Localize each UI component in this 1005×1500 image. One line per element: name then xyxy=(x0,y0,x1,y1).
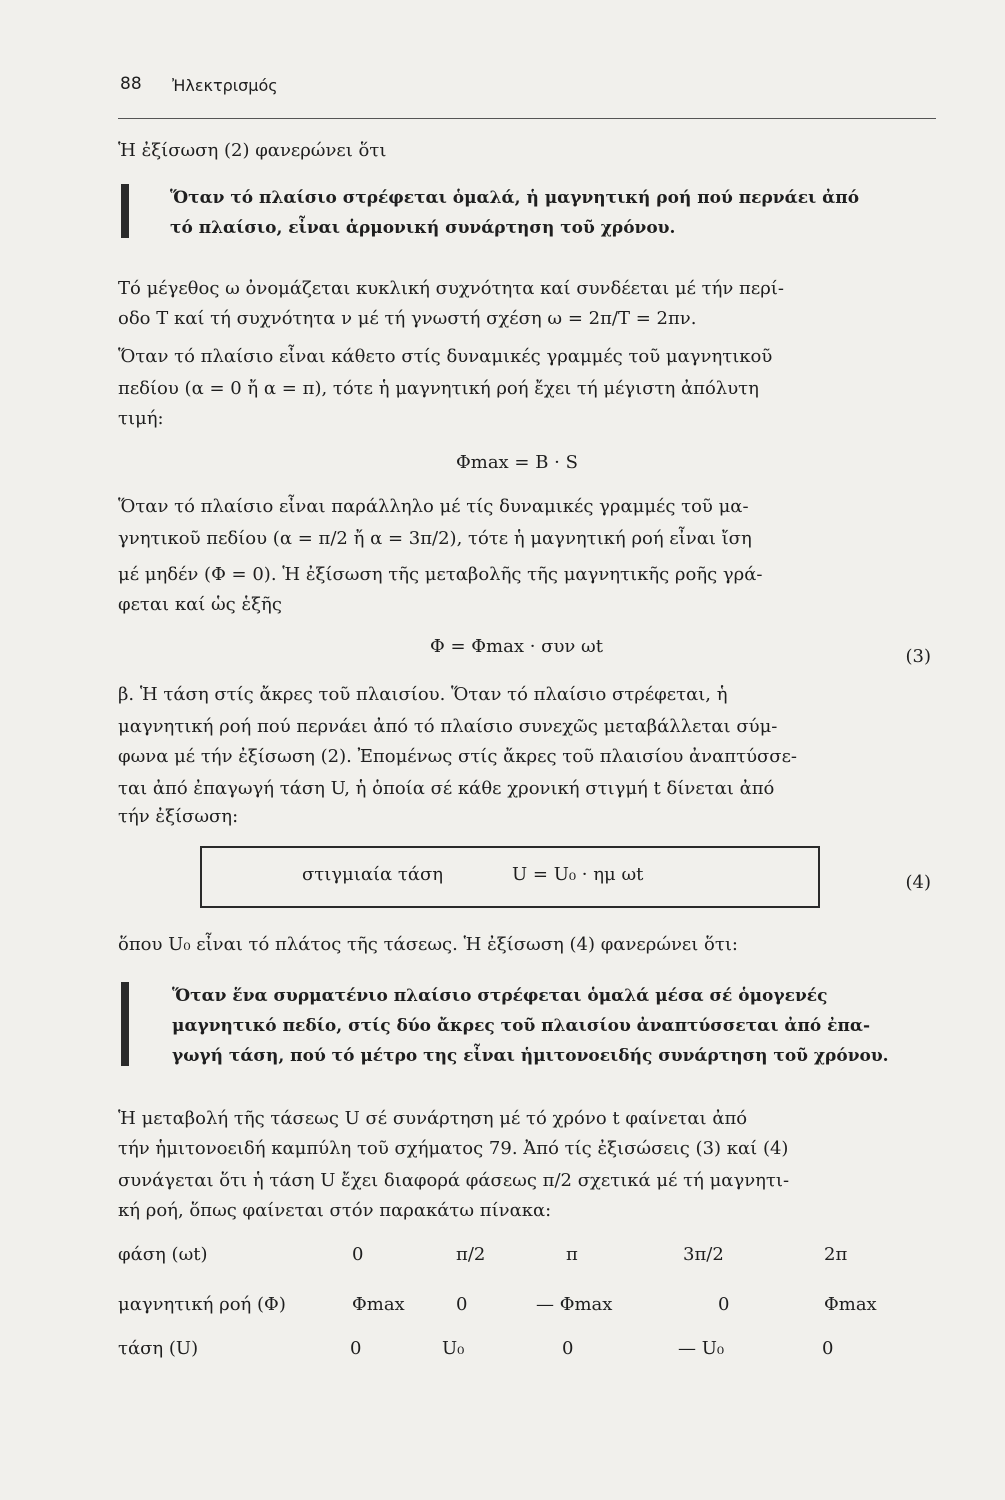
equation-number: (4) xyxy=(905,872,931,893)
text-line: Ὅταν τό πλαίσιο εἶναι παράλληλο μέ τίς δυναμικές γραμμές τοῦ μα- xyxy=(118,496,749,517)
text-line: γνητικοῦ πεδίου (α = π/2 ἤ α = 3π/2), τότε ἡ μαγνητική ροή εἶναι ἴση xyxy=(118,528,752,549)
table-cell: 0 xyxy=(562,1338,574,1359)
text-line: οδο Τ καί τή συχνότητα ν μέ τή γνωστή σχέση ω = 2π/Τ = 2πν. xyxy=(118,308,697,329)
table-row-label: φάση (ωt) xyxy=(118,1244,208,1265)
header-rule xyxy=(118,118,936,119)
table-cell: — Φmax xyxy=(536,1294,613,1315)
formula-box xyxy=(200,846,820,908)
text-line: Ἡ μεταβολή τῆς τάσεως U σέ συνάρτηση μέ τό χρόνο t φαίνεται ἀπό xyxy=(118,1108,748,1129)
highlight-line: μαγνητικό πεδίο, στίς δύο ἄκρες τοῦ πλαισίου ἀναπτύσσεται ἀπό ἐπα- xyxy=(172,1016,871,1036)
table-cell: 0 xyxy=(718,1294,730,1315)
highlight-bar xyxy=(121,982,129,1066)
table-cell: 0 xyxy=(350,1338,362,1359)
formula-phi-max: Φmax = B · S xyxy=(456,452,578,473)
highlight-line: Ὅταν ἕνα συρματένιο πλαίσιο στρέφεται ὁμαλά μέσα σέ ὁμογενές xyxy=(172,986,828,1006)
table-cell: 0 xyxy=(352,1244,364,1265)
page-number: 88 xyxy=(120,74,142,94)
box-formula: U = U₀ · ημ ωt xyxy=(512,864,644,885)
table-cell: 3π/2 xyxy=(683,1244,724,1265)
text-line: κή ροή, ὅπως φαίνεται στόν παρακάτω πίνακα: xyxy=(118,1200,552,1221)
table-cell: Φmax xyxy=(352,1294,405,1315)
table-cell: U₀ xyxy=(442,1338,465,1359)
table-row-label: μαγνητική ροή (Φ) xyxy=(118,1294,286,1315)
formula-phi: Φ = Φmax · συν ωt xyxy=(430,636,603,657)
equation-number: (3) xyxy=(905,646,931,667)
highlight-bar xyxy=(121,184,129,238)
text-line: μαγνητική ροή πού περνάει ἀπό τό πλαίσιο συνεχῶς μεταβάλλεται σύμ- xyxy=(118,716,778,737)
text-line: ται ἀπό ἐπαγωγή τάση U, ἡ ὁποία σέ κάθε χρονική στιγμή t δίνεται ἀπό xyxy=(118,778,775,799)
text-line: Τό μέγεθος ω ὀνομάζεται κυκλική συχνότητα καί συνδέεται μέ τήν περί- xyxy=(118,278,784,299)
text-line: τήν ἐξίσωση: xyxy=(118,806,239,827)
text-line: μέ μηδέν (Φ = 0). Ἡ ἐξίσωση τῆς μεταβολῆς τῆς μαγνητικῆς ροῆς γρά- xyxy=(118,564,763,585)
table-row-label: τάση (U) xyxy=(118,1338,199,1359)
table-cell: π/2 xyxy=(456,1244,486,1265)
table-cell: 2π xyxy=(824,1244,848,1265)
table-cell: 0 xyxy=(822,1338,834,1359)
highlight-line: Ὅταν τό πλαίσιο στρέφεται ὁμαλά, ἡ μαγνητική ροή πού περνάει ἀπό xyxy=(170,188,860,208)
text-line: συνάγεται ὅτι ἡ τάση U ἔχει διαφορά φάσεως π/2 σχετικά μέ τή μαγνητι- xyxy=(118,1170,790,1191)
text-line: ὅπου U₀ εἶναι τό πλάτος τῆς τάσεως. Ἡ ἐξίσωση (4) φανερώνει ὅτι: xyxy=(118,934,738,955)
text-line: τιμή: xyxy=(118,408,164,429)
text-line: Ὅταν τό πλαίσιο εἶναι κάθετο στίς δυναμικές γραμμές τοῦ μαγνητικοῦ xyxy=(118,346,773,367)
box-label: στιγμιαία τάση xyxy=(302,864,444,885)
table-cell: 0 xyxy=(456,1294,468,1315)
highlight-line: γωγή τάση, πού τό μέτρο της εἶναι ἡμιτονοειδής συνάρτηση τοῦ χρόνου. xyxy=(172,1046,889,1066)
text-line: φεται καί ὡς ἑξῆς xyxy=(118,594,282,615)
highlight-line: τό πλαίσιο, εἶναι ἁρμονική συνάρτηση τοῦ χρόνου. xyxy=(170,218,676,238)
text-line: πεδίου (α = 0 ἤ α = π), τότε ἡ μαγνητική ροή ἔχει τή μέγιστη ἀπόλυτη xyxy=(118,378,759,399)
running-header: Ἠλεκτρισμός xyxy=(172,76,278,95)
text-line: τήν ἡμιτονοειδή καμπύλη τοῦ σχήματος 79. Ἀπό τίς ἐξισώσεις (3) καί (4) xyxy=(118,1138,789,1159)
paragraph-intro: Ἡ ἐξίσωση (2) φανερώνει ὅτι xyxy=(118,140,387,161)
table-cell: π xyxy=(566,1244,578,1265)
text-line: β. Ἡ τάση στίς ἄκρες τοῦ πλαισίου. Ὅταν τό πλαίσιο στρέφεται, ἡ xyxy=(118,684,728,705)
table-cell: Φmax xyxy=(824,1294,877,1315)
text-line: φωνα μέ τήν ἐξίσωση (2). Ἐπομένως στίς ἄκρες τοῦ πλαισίου ἀναπτύσσε- xyxy=(118,746,797,767)
table-cell: — U₀ xyxy=(678,1338,725,1359)
